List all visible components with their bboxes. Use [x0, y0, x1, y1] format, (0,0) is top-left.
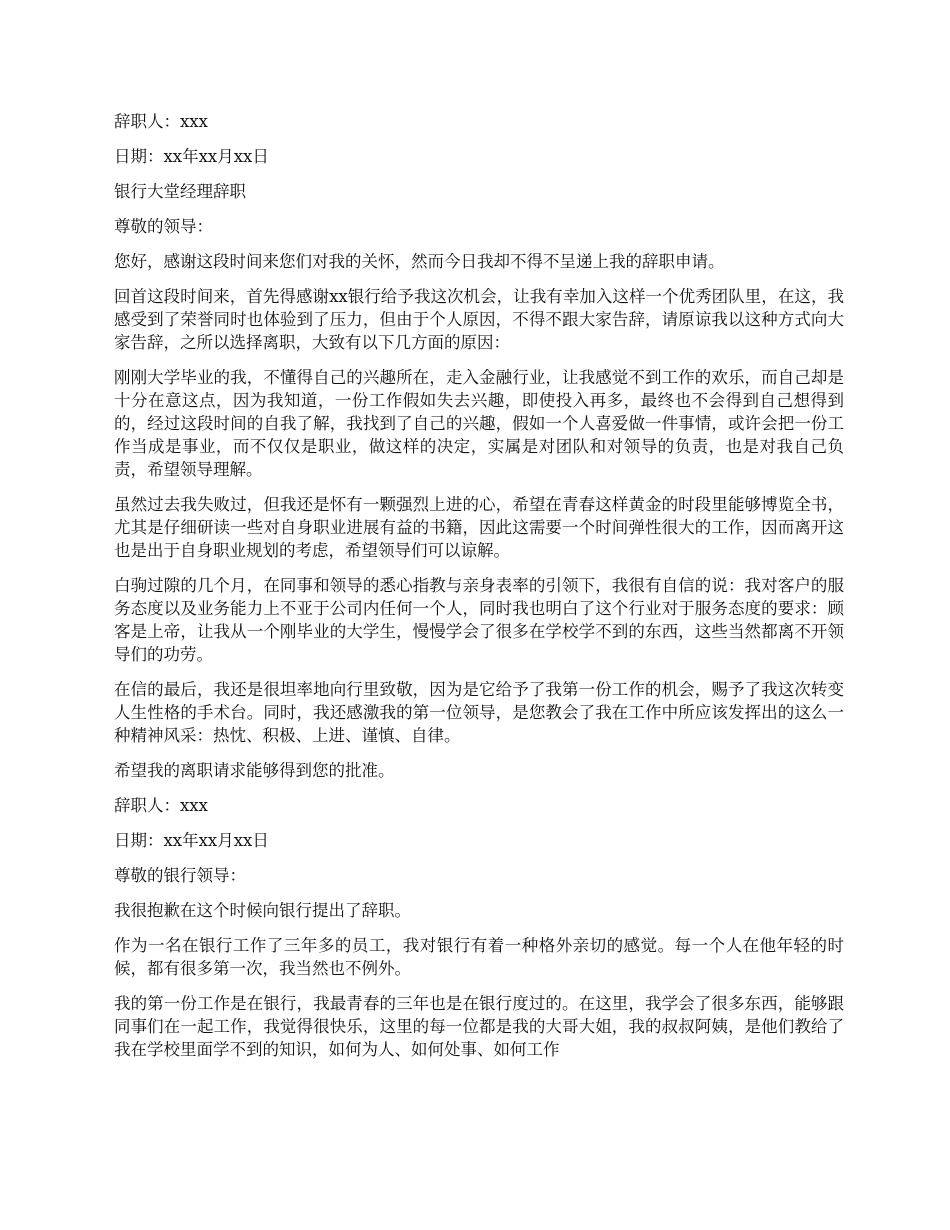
- resignee-line: 辞职人：xxx: [114, 796, 208, 815]
- body-paragraph: 白驹过隙的几个月，在同事和领导的悉心指教与亲身表率的引领下，我很有自信的说：我对客户的服务态度以及业务能力上不亚于公司内任何一个人，同时我也明白了这个行业对于服务态度的要求：顾客是上帝，让我从一个刚毕业的大学生，慢慢学会了很多在学校学不到的东西，这些当然都离不开领导们的功劳。: [114, 576, 844, 664]
- body-paragraph: 回首这段时间来，首先得感谢xx银行给予我这次机会，让我有幸加入这样一个优秀团队里，在这，我感受到了荣誉同时也体验到了压力，但由于个人原因，不得不跟大家告辞，请原谅我以这种方式向大家告辞，之所以选择离职，大致有以下几方面的原因：: [114, 287, 844, 352]
- body-paragraph: 在信的最后，我还是很坦率地向行里致敬，因为是它给予了我第一份工作的机会，赐予了我这次转变人生性格的手术台。同时，我还感激我的第一位领导，是您教会了我在工作中所应该发挥出的这么一种精神风采：热忱、积极、上进、谨慎、自律。: [114, 680, 844, 745]
- date-line: 日期：xx年xx月xx日: [114, 147, 269, 166]
- date-line: 日期：xx年xx月xx日: [114, 831, 269, 850]
- document-body: [114, 110, 844, 1073]
- body-paragraph: 作为一名在银行工作了三年多的员工，我对银行有着一种格外亲切的感觉。每一个人在他年轻的时候，都有很多第一次，我当然也不例外。: [114, 936, 844, 978]
- body-paragraph: 我很抱歉在这个时候向银行提出了辞职。: [114, 901, 411, 920]
- body-paragraph: 我的第一份工作是在银行，我最青春的三年也是在银行度过的。在这里，我学会了很多东西，能够跟同事们在一起工作，我觉得很快乐，这里的每一位都是我的大哥大姐，我的叔叔阿姨，是他们教给了我在学校里面学不到的知识，如何为人、如何处事、如何工作: [114, 994, 844, 1059]
- salutation: 尊敬的银行领导：: [114, 866, 246, 885]
- document-title: 银行大堂经理辞职: [114, 182, 246, 201]
- body-paragraph: 刚刚大学毕业的我，不懂得自己的兴趣所在，走入金融行业，让我感觉不到工作的欢乐，而自己却是十分在意这点，因为我知道，一份工作假如失去兴趣，即使投入再多，最终也不会得到自己想得到的，经过这段时间的自我了解，我找到了自己的兴趣，假如一个人喜爱做一件事情，或许会把一份工作当成是事业，而不仅仅是职业，做这样的决定，实属是对团队和对领导的负责，也是对我自己负责，希望领导理解。: [114, 368, 844, 479]
- body-paragraph: 您好，感谢这段时间来您们对我的关怀，然而今日我却不得不呈递上我的辞职申请。: [114, 252, 725, 271]
- salutation: 尊敬的领导：: [114, 217, 213, 236]
- closing-paragraph: 希望我的离职请求能够得到您的批准。: [114, 761, 395, 780]
- resignee-line: 辞职人：xxx: [114, 112, 208, 131]
- body-paragraph: 虽然过去我失败过，但我还是怀有一颗强烈上进的心，希望在青春这样黄金的时段里能够博览全书，尤其是仔细研读一些对自身职业进展有益的书籍，因此这需要一个时间弹性很大的工作，因而离开这也是出于自身职业规划的考虑，希望领导们可以谅解。: [114, 495, 844, 560]
